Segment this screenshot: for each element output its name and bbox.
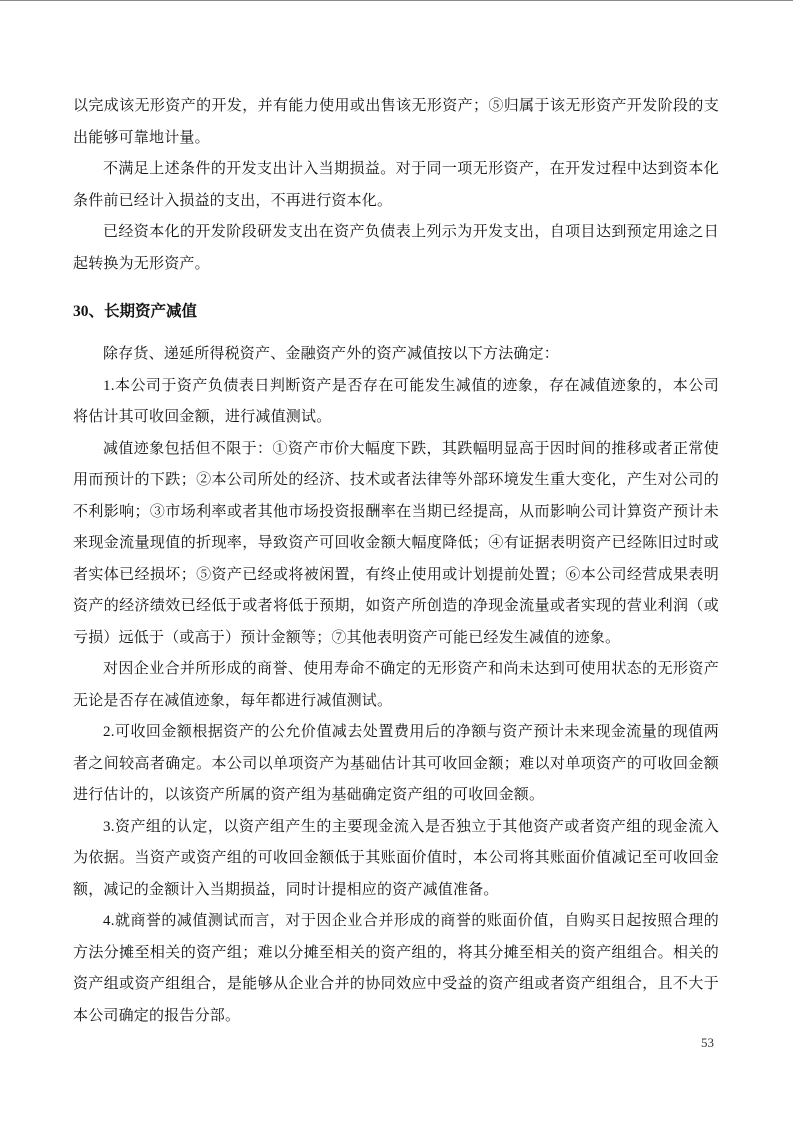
paragraph: 已经资本化的开发阶段研发支出在资产负债表上列示为开发支出，自项目达到预定用途之日起转换为无形资产。 xyxy=(73,224,719,272)
page-body xyxy=(73,91,719,1032)
paragraph: 4.就商誉的减值测试而言，对于因企业合并形成的商誉的账面价值，自购买日起按照合理的方法分摊至相关的资产组；难以分摊至相关的资产组的，将其分摊至相关的资产组组合。相关的资产组或资产组组合，是能够从企业合并的协同效应中受益的资产组或者资产组组合，且不大于本公司确定的报告分部。 xyxy=(73,913,719,1024)
section-heading: 30、长期资产减值 xyxy=(73,303,198,320)
paragraph: 1.本公司于资产负债表日判断资产是否存在可能发生减值的迹象，存在减值迹象的，本公司将估计其可收回金额，进行减值测试。 xyxy=(73,377,719,425)
paragraph: 不满足上述条件的开发支出计入当期损益。对于同一项无形资产，在开发过程中达到资本化条件前已经计入损益的支出，不再进行资本化。 xyxy=(73,161,719,209)
paragraph-continuation: 以完成该无形资产的开发，并有能力使用或出售该无形资产；⑤归属于该无形资产开发阶段的支出能够可靠地计量。 xyxy=(73,98,719,146)
paragraph: 除存货、递延所得税资产、金融资产外的资产减值按以下方法确定： xyxy=(103,346,560,362)
paragraph: 对因企业合并所形成的商誉、使用寿命不确定的无形资产和尚未达到可使用状态的无形资产无论是否存在减值迹象，每年都进行减值测试。 xyxy=(73,661,719,709)
paragraph: 3.资产组的认定，以资产组产生的主要现金流入是否独立于其他资产或者资产组的现金流入为依据。当资产或资产组的可收回金额低于其账面价值时，本公司将其账面价值减记至可收回金额，减记的金额计入当期损益，同时计提相应的资产减值准备。 xyxy=(73,818,719,898)
paragraph: 2.可收回金额根据资产的公允价值减去处置费用后的净额与资产预计未来现金流量的现值两者之间较高者确定。本公司以单项资产为基础估计其可收回金额；难以对单项资产的可收回金额进行估计的，以该资产所属的资产组为基础确定资产组的可收回金额。 xyxy=(73,724,719,803)
paragraph: 减值迹象包括但不限于：①资产市价大幅度下跌，其跌幅明显高于因时间的推移或者正常使用而预计的下跌；②本公司所处的经济、技术或者法律等外部环境发生重大变化，产生对公司的不利影响；③市场利率或者其他市场投资报酬率在当期已经提高，从而影响公司计算资产预计未来现金流量现值的折现率，导致资产可回收金额大幅度降低；④有证据表明资产已经陈旧过时或者实体已经损坏；⑤资产已经或将被闲置，有终止使用或计划提前处置；⑥本公司经营成果表明资产的经济绩效已经低于或者将低于预期，如资产所创造的净现金流量或者实现的营业利润（或亏损）远低于（或高于）预计金额等；⑦其他表明资产可能已经发生减值的迹象。 xyxy=(73,440,719,646)
page-number: 53 xyxy=(701,1035,714,1050)
